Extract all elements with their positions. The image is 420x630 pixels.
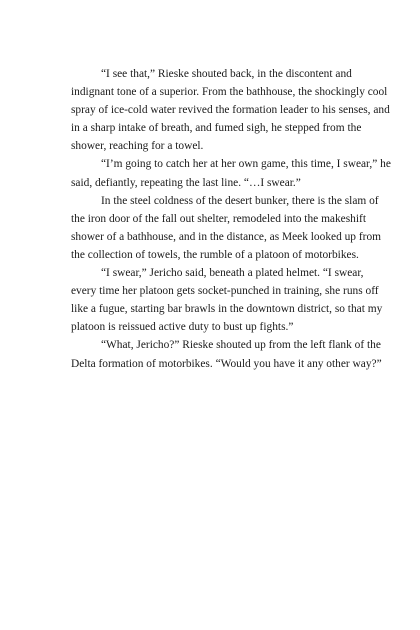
paragraph: In the steel coldness of the desert bunker, there is the slam of the iron door of the fall out shelter, remodeled into the makeshift shower of a bathhouse, and in the distance, as Meek looked up from the collection of towels, the rumble of a platoon of motorbikes. bbox=[71, 194, 381, 261]
paragraph: “I see that,” Rieske shouted back, in the discontent and indignant tone of a superior. From the bathhouse, the shockingly cool spray of ice-cold water revived the formation leader to his senses, and in a sharp intake of breath, and fumed sigh, he stepped from the shower, reaching for a towel. bbox=[71, 68, 390, 153]
paragraph: “I’m going to catch her at her own game, this time, I swear,” he said, defiantly, repeating the last line. “…I swear.” bbox=[71, 158, 391, 189]
body-text bbox=[71, 65, 391, 373]
paragraph: “What, Jericho?” Rieske shouted up from the left flank of the Delta formation of motorbikes. “Would you have it any other way?” bbox=[71, 339, 382, 370]
paragraph: “I swear,” Jericho said, beneath a plated helmet. “I swear, every time her platoon gets socket-punched in training, she runs off like a fugue, starting bar brawls in the downtown district, so that my platoon is reissued active duty to bust up fights.” bbox=[71, 267, 383, 334]
